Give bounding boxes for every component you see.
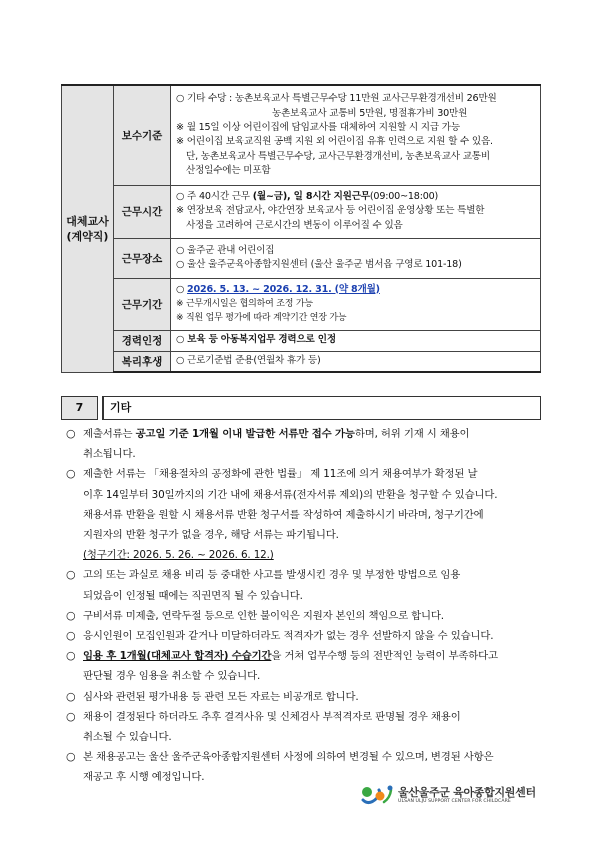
category-cell (62, 85, 114, 372)
row-label-career: 경력인정 (114, 330, 171, 351)
hours-bold-text: (월~금), 일 8시간 지원근무 (252, 191, 370, 203)
item-text: 하며, 허위 기재 시 채용이 (354, 428, 470, 440)
item-text: 판단될 경우 임용을 취소할 수 있습니다. (83, 670, 261, 683)
item-text: 취소될 수 있습니다. (83, 731, 172, 744)
period-dates: 2026. 5. 13. ~ 2026. 12. 31. (약 8개월) (187, 283, 380, 295)
list-item (64, 606, 546, 626)
hours-text: ○ 주 40시간 근무 (176, 191, 253, 203)
row-label-location: 근무장소 (114, 238, 171, 278)
row-value-career: ○ 보육 등 아동복지업무 경력으로 인정 (171, 330, 541, 351)
category-label: 대체교사 (66, 214, 109, 228)
item-text: 을 거쳐 업무수행 등의 전반적인 능력이 부족하다고 (271, 650, 498, 663)
pay-note: ※ 월 15일 이상 어린이집에 담임교사를 대체하여 지원할 시 지급 가능 (176, 121, 460, 133)
pay-line: 농촌보육교사 교통비 5만원, 명절휴가비 30만원 (272, 107, 468, 119)
list-item (64, 646, 546, 686)
row-label-hours: 근무시간 (114, 185, 171, 238)
pay-note: 단, 농촌보육교사 특별근무수당, 교사근무환경개선비, 농촌보육교사 교통비 (186, 150, 490, 162)
location-line: ○ 울주군 관내 어린이집 (176, 244, 275, 256)
center-logo (360, 783, 540, 809)
item-text: 제출한 서류는 「채용절차의 공정화에 관한 법률」 제 11조에 의거 채용여부가 확정된 날 (83, 468, 478, 481)
item-text: 고의 또는 과실로 채용 비리 등 중대한 사고를 발생시킨 경우 및 부정한 방법으로 임용 (83, 569, 461, 582)
bullet-circle: ○ (66, 689, 76, 703)
period-bullet: ○ (176, 283, 188, 295)
row-value-period (171, 278, 541, 330)
claim-period-text: (청구기간: 2026. 5. 26. ~ 2026. 6. 12.) (83, 549, 274, 562)
list-item (64, 687, 546, 707)
bullet-circle: ○ (66, 608, 76, 622)
section-number: 7 (61, 396, 98, 420)
bullet-circle: ○ (66, 709, 76, 723)
list-item (64, 464, 546, 565)
item-text: 제출서류는 (83, 428, 136, 440)
hours-time-text: (09:00~18:00) (369, 191, 439, 203)
notice-list (64, 424, 546, 788)
list-item (64, 565, 546, 605)
list-item (64, 747, 546, 787)
section-title: 기타 (102, 396, 541, 420)
center-logo-mark-icon (360, 784, 394, 806)
section-header (61, 396, 541, 420)
pay-note: 산정일수에는 미포함 (186, 164, 271, 176)
pay-note: ※ 어린이집 보육교직원 공백 지원 외 어린이집 유휴 인력으로 지원 할 수 있음. (176, 136, 493, 148)
list-item (64, 424, 546, 464)
recruitment-conditions-table (61, 84, 541, 373)
bullet-circle: ○ (66, 427, 76, 440)
row-label-pay: 보수기준 (114, 85, 171, 185)
row-value-welfare: ○ 근로기준법 준용(연월차 휴가 등) (171, 351, 541, 372)
list-item (64, 707, 546, 747)
bullet-circle: ○ (66, 750, 76, 764)
row-label-welfare: 복리후생 (114, 351, 171, 372)
row-value-location (171, 238, 541, 278)
location-line: ○ 울산 울주군육아종합지원센터 (울산 울주군 범서읍 구영로 101-18) (176, 259, 462, 270)
bullet-circle: ○ (66, 568, 76, 582)
period-line (176, 283, 536, 297)
item-text: 되었음이 인정될 때에는 직권면직 될 수 있습니다. (83, 589, 303, 602)
item-text: 본 채용공고는 울산 울주군육아종합지원센터 사정에 의하여 변경될 수 있으며, 변경된 사항은 (83, 751, 494, 764)
hours-note: ※ 연장보육 전담교사, 야간연장 보육교사 등 어린이집 운영상황 또는 특별한 (176, 205, 485, 217)
bullet-circle: ○ (66, 629, 76, 643)
period-note: ※ 직원 업무 평가에 따라 계약기간 연장 가능 (176, 313, 347, 324)
item-text: 심사와 관련된 평가내용 등 관련 모든 자료는 비공개로 합니다. (83, 690, 359, 703)
pay-line: ○ 기타 수당 : 농촌보육교사 특별근무수당 11만원 교사근무환경개선비 26만원 (176, 93, 497, 105)
logo-korean-text: 울산울주군 육아종합지원센터 (398, 786, 536, 799)
row-value-hours (171, 185, 541, 238)
item-bold-text: 공고일 기준 1개월 이내 발급한 서류만 접수 가능 (135, 428, 355, 440)
bullet-circle: ○ (66, 649, 76, 663)
item-text: 재공고 후 시행 예정입니다. (83, 771, 205, 784)
hours-line (176, 190, 536, 204)
bullet-circle: ○ (66, 467, 76, 481)
category-sublabel: (계약직) (66, 229, 109, 243)
list-item (64, 626, 546, 646)
period-note: ※ 근무개시일은 협의하여 조정 가능 (176, 298, 313, 309)
item-text: 응시인원이 모집인원과 같거나 미달하더라도 적격자가 없는 경우 선발하지 않을 수 있습니다. (83, 630, 494, 643)
hours-note: 사정을 고려하여 근로시간의 변동이 이루어질 수 있음 (186, 219, 403, 231)
row-value-pay (171, 85, 541, 185)
item-text: 구비서류 미제출, 연락두절 등으로 인한 불이익은 지원자 본인의 책임으로 합니다. (83, 609, 444, 622)
probation-bold-text: 임용 후 1개월(대체교사 합격자) 수습기간 (83, 650, 272, 663)
item-text: 지원자의 반환 청구가 없을 경우, 해당 서류는 파기됩니다. (83, 529, 339, 542)
row-label-period: 근무기간 (114, 278, 171, 330)
item-text: 이후 14일부터 30일까지의 기간 내에 채용서류(전자서류 제외)의 반환을 청구할 수 있습니다. (83, 488, 498, 501)
item-text: 취소됩니다. (83, 448, 136, 461)
logo-english-text: ULSAN ULJU SUPPORT CENTER FOR CHILDCARE (398, 799, 511, 804)
item-text: 채용서류 반환을 원할 시 채용서류 반환 청구서를 작성하여 제출하시기 바라며, 청구기간에 (83, 508, 484, 521)
item-text: 채용이 결정된다 하더라도 추후 결격사유 및 신체검사 부적격자로 판명될 경우 채용이 (83, 710, 461, 723)
